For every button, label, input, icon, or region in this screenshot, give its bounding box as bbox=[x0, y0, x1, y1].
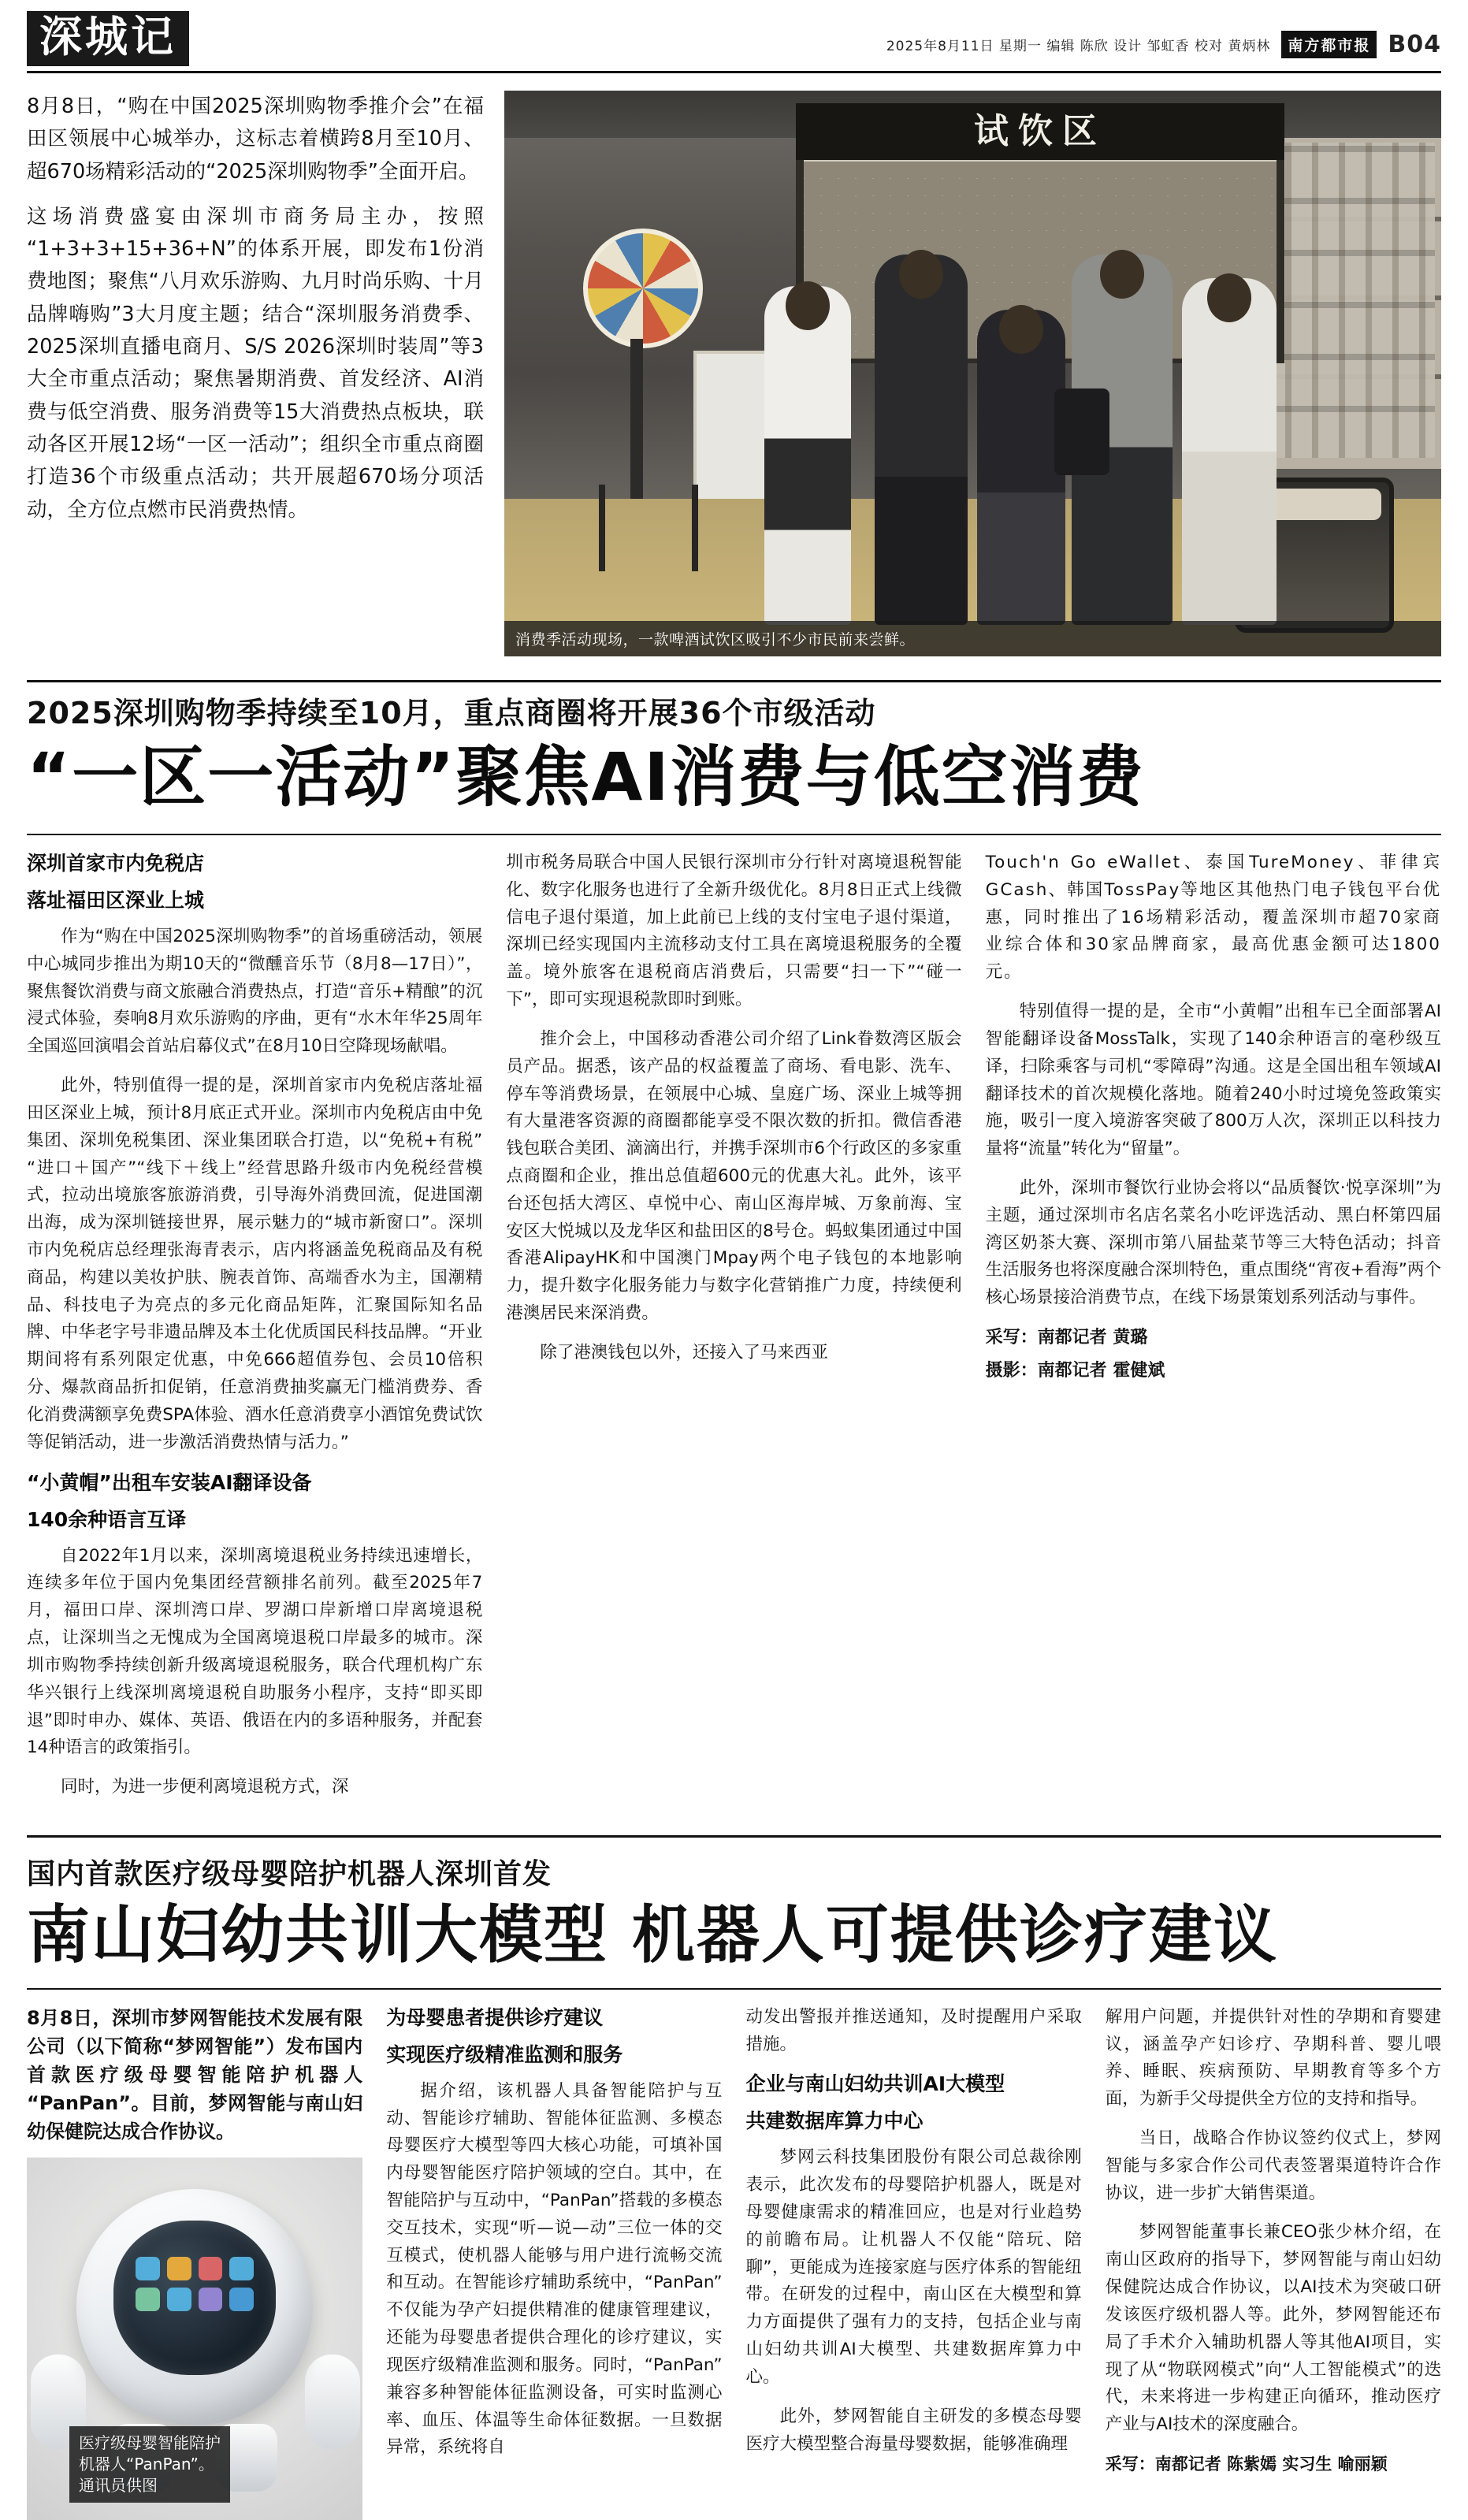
subhead-2a-line1: 为母婴患者提供诊疗建议 bbox=[386, 2005, 604, 2029]
article-1-column-2 bbox=[506, 849, 961, 1813]
article-1-columns bbox=[27, 834, 1441, 1813]
paragraph: 特别值得一提的是，全市“小黄帽”出租车已全面部署AI智能翻译设备MossTalk，实现了140余种语言的毫秒级互译，扫除乘客与司机“零障碍”沟通。这是全国出租车领域AI翻译技术的首次规模化落地。随着240小时过境免签政策实施，吸引一度入境游客突破了800万人次，深圳正以科技力量将“流量”转化为“留量”。 bbox=[985, 1002, 1441, 1159]
article-2-column-2 bbox=[386, 2004, 722, 2520]
paragraph: 除了港澳钱包以外，还接入了马来西亚 bbox=[540, 1342, 828, 1362]
robot-caption-line-3: 通讯员供图 bbox=[79, 2475, 158, 2495]
subhead-1b-line1: “小黄帽”出租车安装AI翻译设备 bbox=[27, 1470, 312, 1494]
subhead-1a-line2: 落址福田区深业上城 bbox=[27, 888, 205, 912]
paragraph: 同时，为进一步便利离境退税方式，深 bbox=[61, 1777, 349, 1797]
subhead-2b-line1: 企业与南山妇幼共训AI大模型 bbox=[745, 2072, 1005, 2096]
byline-photographer: 摄影：南都记者 霍健斌 bbox=[985, 1360, 1165, 1381]
photo-prize-wheel bbox=[583, 229, 703, 348]
kicker-1: 2025深圳购物季持续至10月，重点商圈将开展36个市级活动 bbox=[27, 696, 876, 730]
photo-caption: 消费季活动现场，一款啤酒试饮区吸引不少市民前来尝鲜。 bbox=[504, 621, 1441, 656]
paragraph: 推介会上，中国移动香港公司介绍了Link眷数湾区版会员产品。据悉，该产品的权益覆盖了商场、看电影、洗车、停车等消费场景，在领展中心城、皇庭广场、深业上城等拥有大量港客资源的商圈都能享受不限次数的折扣。微信香港钱包联合美团、滴滴出行，并携手深圳市6个行政区的多家重点商圈和企业，推出总值超600元的优惠大礼。此外，该平台还包括大湾区、卓悦中心、南山区海岸城、万象前海、宝安区大悦城以及龙华区和盐田区的8号仓。蚂蚁集团通过中国香港AlipayHK和中国澳门Mpay两个电子钱包的本地影响力，提升数字化服务能力与数字化营销推广力度，持续便利港澳居民来深消费。 bbox=[506, 1028, 962, 1324]
headline-block-1 bbox=[27, 680, 1441, 816]
subhead-2a-line2: 实现医疗级精准监测和服务 bbox=[386, 2042, 623, 2066]
paragraph: 解用户问题，并提供针对性的孕期和育婴建议，涵盖孕产妇诊疗、孕期科普、婴儿喂养、睡眠、疾病预防、早期教育等多个方面，为新手父母提供全方位的支持和指导。 bbox=[1105, 2006, 1441, 2109]
subhead-1b-line2: 140余种语言互译 bbox=[27, 1507, 187, 1531]
section-brand: 深城记 bbox=[27, 11, 189, 66]
subhead-1a-line1: 深圳首家市内免税店 bbox=[27, 851, 205, 875]
article-2-column-1 bbox=[27, 2004, 362, 2520]
byline-writer: 采写：南都记者 黄璐 bbox=[985, 1328, 1148, 1348]
robot-body bbox=[76, 2189, 313, 2425]
photo-person bbox=[875, 255, 968, 625]
article-2-lead: 8月8日，深圳市梦网智能技术发展有限公司（以下简称“梦网智能”）发布国内首款医疗级母婴智能陪护机器人“PanPan”。目前，梦网智能与南山妇幼保健院达成合作协议。 bbox=[27, 2006, 363, 2143]
kicker-2: 国内首款医疗级母婴陪护机器人深圳首发 bbox=[27, 1858, 552, 1891]
event-photo bbox=[504, 91, 1441, 656]
robot-arm-right bbox=[305, 2355, 360, 2449]
robot-screen-icons bbox=[136, 2257, 254, 2339]
photo-person bbox=[977, 310, 1065, 625]
paragraph: 当日，战略合作协议签约仪式上，梦网智能与多家合作公司代表签署渠道特许合作协议，进一步扩大销售渠道。 bbox=[1105, 2128, 1441, 2203]
article-2-columns bbox=[27, 1988, 1441, 2520]
robot-screen-face bbox=[113, 2221, 276, 2375]
headline-1: “一区一活动”聚焦AI消费与低空消费 bbox=[27, 738, 1145, 816]
photo-person bbox=[1182, 278, 1277, 625]
photo-booth-signboard bbox=[796, 103, 1284, 160]
headline-2: 南山妇幼共训大模型 机器人可提供诊疗建议 bbox=[27, 1898, 1278, 1972]
lead-paragraph-1: 8月8日，“购在中国2025深圳购物季推介会”在福田区领展中心城举办，这标志着横跨8月至10月、超670场精彩活动的“2025深圳购物季”全面开启。 bbox=[27, 95, 484, 184]
masthead-left bbox=[27, 11, 189, 66]
headline-block-2 bbox=[27, 1835, 1441, 1971]
booth-sign-text: 试饮区 bbox=[974, 111, 1106, 151]
robot-caption-line-2: 机器人“PanPan”。 bbox=[79, 2454, 214, 2474]
article-2-column-3 bbox=[746, 2004, 1082, 2520]
paragraph: 此外，特别值得一提的是，深圳首家市内免税店落址福田区深业上城，预计8月底正式开业。深圳市内免税店由中免集团、深圳免税集团、深业集团联合打造，以“免税+有税”“进口＋国产”“线下＋线上”经营思路升级市内免税经营模式，拉动出境旅客旅游消费，引导海外消费回流，促进国潮出海，成为深圳链接世界，展示魅力的“城市新窗口”。深圳市内免税店总经理张海青表示，店内将涵盖免税商品及有税商品，构建以美妆护肤、腕表首饰、高端香水为主，国潮精品、科技电子为亮点的多元化商品矩阵，汇聚国际知名品牌、中华老字号非遗品牌及本土化优质国民科技品牌。“开业期间将有系列限定优惠，中免666超值券包、会员10倍积分、爆款商品折扣促销，任意消费抽奖赢无门槛消费券、香化消费满额享免费SPA体验、酒水任意消费享小酒馆免费试饮等促销活动，进一步激活消费热情与活力。” bbox=[27, 1076, 483, 1452]
paragraph: 此外，梦网智能自主研发的多模态母婴医疗大模型整合海量母婴数据，能够准确理 bbox=[745, 2406, 1082, 2454]
photo-person bbox=[764, 286, 851, 625]
paragraph: 梦网智能董事长兼CEO张少林介绍，在南山区政府的指导下，梦网智能与南山妇幼保健院达成合作协议，以AI技术为突破口研发该医疗级机器人等。此外，梦网智能还布局了手术介入辅助机器人等其他AI项目，实现了从“物联网模式”向“人工智能模式”的迭代，未来将进一步构建正向循环，推动医疗产业与AI技术的深度融合。 bbox=[1105, 2222, 1441, 2435]
lead-text-column bbox=[27, 91, 484, 656]
article-2-column-4 bbox=[1106, 2004, 1441, 2520]
article-1-column-1 bbox=[27, 849, 482, 1813]
paper-logo: 南方都市报 bbox=[1281, 31, 1377, 58]
robot-caption-line-1: 医疗级母婴智能陪护 bbox=[79, 2433, 221, 2452]
robot-photo-caption bbox=[69, 2426, 230, 2503]
paragraph: 圳市税务局联合中国人民银行深圳市分行针对离境退税智能化、数字化服务也进行了全新升级优化。8月8日正式上线微信电子退付渠道，加上此前已上线的支付宝电子退付渠道，深圳已经实现国内主流移动支付工具在离境退税服务的全覆盖。境外旅客在退税商店消费后，只需要“扫一下”“碰一下”，即可实现退税款即时到账。 bbox=[506, 852, 962, 1010]
masthead bbox=[27, 0, 1441, 73]
paragraph: 作为“购在中国2025深圳购物季”的首场重磅活动，领展中心城同步推出为期10天的“微醺音乐节（8月8—17日）”，聚焦餐饮消费与商文旅融合消费热点，打造“音乐+精酿”的沉浸式体验，奏响8月欢乐游购的序曲，更有“水木年华25周年全国巡回演唱会首站启幕仪式”在8月10日空降现场献唱。 bbox=[27, 926, 483, 1057]
page-number: B04 bbox=[1388, 31, 1441, 58]
photo-column bbox=[504, 91, 1441, 656]
paragraph: 自2022年1月以来，深圳离境退税业务持续迅速增长，连续多年位于国内免集团经营额排名前列。截至2025年7月，福田口岸、深圳湾口岸、罗湖口岸新增口岸离境退税点，让深圳当之无愧成为全国离境退税口岸最多的城市。深圳市购物季持续创新升级离境退税服务，联合代理机构广东华兴银行上线深圳离境退税自助服务小程序，支持“即买即退”即时申办、媒体、英语、俄语在内的多语种服务，并配套14种语言的政策指引。 bbox=[27, 1545, 483, 1758]
subhead-2b-line2: 共建数据库算力中心 bbox=[745, 2109, 924, 2133]
paragraph: Touch'n Go eWallet、泰国TureMoney、菲律宾GCash、韩国TossPay等地区其他热门电子钱包平台优惠，同时推出了16场精彩活动，覆盖深圳市超70家商业综合体和30家品牌商家，最高优惠金额可达1800元。 bbox=[985, 852, 1441, 983]
byline-article-2: 采写：南都记者 陈紫嫣 实习生 喻丽颖 bbox=[1105, 2455, 1388, 2474]
top-block bbox=[27, 91, 1441, 656]
paragraph: 此外，深圳市餐饮行业协会将以“品质餐饮·悦享深圳”为主题，通过深圳市名店名菜名小吃评选活动、黑白杯第四届湾区奶茶大赛、深圳市第八届盐菜节等三大特色活动；抖音生活服务也将深度融合深圳特色，重点围绕“宵夜+看海”两个核心场景接洽消费节点，在线下场景策划系列活动与事件。 bbox=[985, 1178, 1441, 1308]
issue-meta: 2025年8月11日 星期一 编辑 陈欣 设计 邹虹香 校对 黄炳林 bbox=[886, 39, 1271, 54]
article-1-column-3 bbox=[986, 849, 1441, 1813]
paragraph: 动发出警报并推送通知，及时提醒用户采取措施。 bbox=[745, 2006, 1082, 2054]
robot-photo bbox=[27, 2158, 362, 2520]
photo-person bbox=[1072, 255, 1173, 625]
photo-tripod bbox=[599, 485, 698, 571]
paragraph: 据介绍，该机器人具备智能陪护与互动、智能诊疗辅助、智能体征监测、多模态母婴医疗大模型等四大核心功能，可填补国内母婴智能医疗陪护领域的空白。其中，在智能陪护与互动中，“PanPan”搭载的多模态交互技术，实现“听—说—动”三位一体的交互模式，使机器人能够与用户进行流畅交流和互动。在智能诊疗辅助系统中，“PanPan”不仅能为孕产妇提供精准的健康管理建议，还能为母婴患者提供合理化的诊疗建议，实现医疗级精准监测和服务。同时，“PanPan”兼容多种智能体征监测设备，可实时监测心率、血压、体温等生命体征数据。一旦数据异常，系统将自 bbox=[386, 2080, 723, 2458]
lead-paragraph-2: 这场消费盛宴由深圳市商务局主办，按照“1+3+3+15+36+N”的体系开展，即发布1份消费地图；聚焦“八月欢乐游购、九月时尚乐购、十月品牌嗨购”3大月度主题；结合“深圳服务消费季、2025深圳直播电商月、S/S 2026深圳时装周”等3大全市重点活动；聚焦暑期消费、首发经济、AI消费与低空消费、服务消费等15大消费热点板块，联动各区开展12场“一区一活动”；组织全市重点商圈打造36个市级重点活动；共开展超670场分项活动，全方位点燃市民消费热情。 bbox=[27, 204, 484, 522]
paragraph: 梦网云科技集团股份有限公司总裁徐刚表示，此次发布的母婴陪护机器人，既是对母婴健康需求的精准回应，也是对行业趋势的前瞻布局。让机器人不仅能“陪玩、陪聊”，更能成为连接家庭与医疗体系的智能纽带。在研发的过程中，南山区在大模型和算力方面提供了强有力的支持，包括企业与南山妇幼共训AI大模型、共建数据库算力中心。 bbox=[745, 2147, 1082, 2387]
masthead-right bbox=[886, 31, 1441, 66]
